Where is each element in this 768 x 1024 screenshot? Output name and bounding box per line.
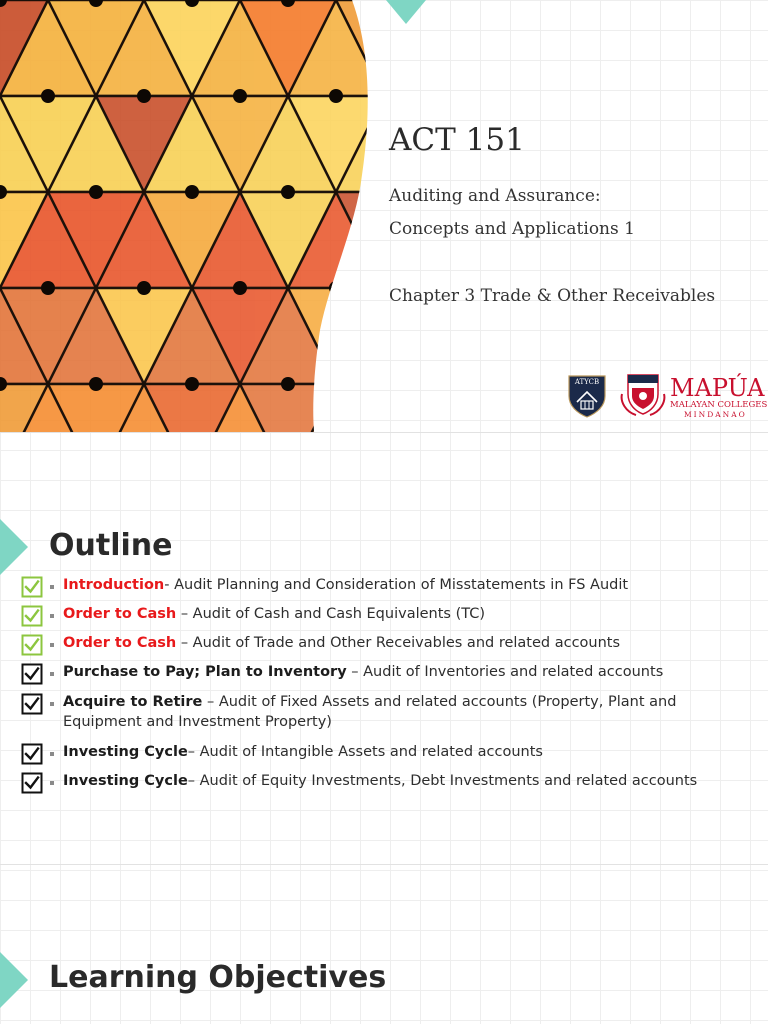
outline-item-description: – Audit of Trade and Other Receivables and related accounts <box>176 635 621 651</box>
course-code: ACT 151 <box>389 122 525 158</box>
outline-item-description: – Audit of Inventories and related accounts <box>346 664 664 680</box>
checkbox-icon <box>21 743 43 765</box>
outline-item-text <box>63 692 703 732</box>
outline-item-description: – Audit of Cash and Cash Equivalents (TC) <box>176 606 486 622</box>
checkbox-icon <box>21 772 43 794</box>
outline-item-label: Purchase to Pay; Plan to Inventory <box>63 664 347 680</box>
outline-item-label: Order to Cash <box>63 606 177 622</box>
outline-title: Outline <box>49 528 173 563</box>
outline-slide <box>0 432 768 864</box>
mapua-seal-logo <box>618 372 668 418</box>
teal-diamond-decoration <box>386 0 426 24</box>
atycb-logo <box>566 372 608 418</box>
outline-item-text <box>63 604 703 624</box>
outline-item-text <box>63 771 703 791</box>
bullet-marker <box>50 672 54 676</box>
bullet-marker <box>50 752 54 756</box>
course-subtitle-line2: Concepts and Applications 1 <box>389 219 635 239</box>
mapua-name: MAPÚA <box>670 374 765 402</box>
outline-item-text <box>63 742 703 762</box>
title-slide <box>0 0 768 432</box>
bullet-marker <box>50 702 54 706</box>
checkbox-icon <box>21 663 43 685</box>
svg-text:ATYCB: ATYCB <box>574 378 600 386</box>
bullet-marker <box>50 585 54 589</box>
mapua-subtitle-line1: MALAYAN COLLEGES <box>670 400 768 410</box>
checkbox-icon <box>21 605 43 627</box>
checkbox-icon <box>21 634 43 656</box>
teal-triangle-decoration <box>0 519 28 575</box>
outline-item-label: Introduction <box>63 577 165 593</box>
course-subtitle-line1: Auditing and Assurance: <box>389 186 601 206</box>
chapter-title: Chapter 3 Trade & Other Receivables <box>389 286 716 306</box>
outline-item-label: Acquire to Retire <box>63 694 203 710</box>
learning-objectives-title: Learning Objectives <box>49 960 387 995</box>
mapua-subtitle-line2: MINDANAO <box>684 410 747 419</box>
mapua-wordmark <box>670 376 767 419</box>
outline-item-label: Investing Cycle <box>63 773 188 789</box>
triangle-mosaic-image <box>0 0 372 432</box>
outline-item-label: Order to Cash <box>63 635 177 651</box>
outline-item-description: – Audit of Intangible Assets and related accounts <box>187 744 543 760</box>
bullet-marker <box>50 781 54 785</box>
outline-item-text <box>63 575 703 595</box>
outline-item-text <box>63 633 703 653</box>
outline-item-description: - Audit Planning and Consideration of Misstatements in FS Audit <box>164 577 629 593</box>
bullet-marker <box>50 614 54 618</box>
outline-item-description: – Audit of Equity Investments, Debt Investments and related accounts <box>187 773 698 789</box>
checkbox-icon <box>21 693 43 715</box>
outline-item-description: – Audit of Fixed Assets and related accounts (Property, Plant and Equipment and Investment Property) <box>63 694 677 730</box>
bullet-marker <box>50 643 54 647</box>
outline-item-text <box>63 662 703 682</box>
checkbox-icon <box>21 576 43 598</box>
learning-objectives-slide <box>0 864 768 1024</box>
outline-item-label: Investing Cycle <box>63 744 188 760</box>
teal-triangle-decoration <box>0 952 28 1008</box>
